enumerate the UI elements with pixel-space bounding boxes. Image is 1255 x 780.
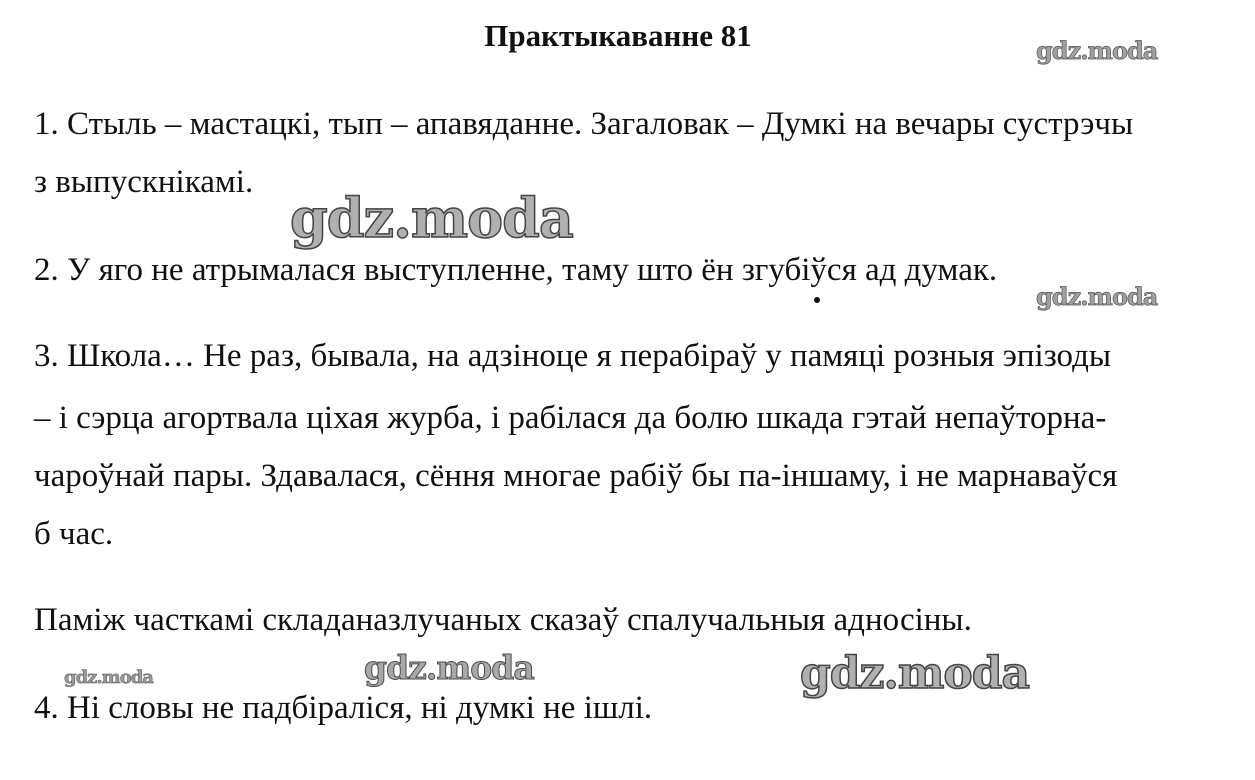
exercise-title: Практыкаванне 81 [484,18,752,53]
watermark-logo: gdz.moda [364,648,534,687]
text-line-7: б час. [34,516,114,552]
watermark-logo: gdz.moda [64,667,153,688]
text-line-8: Паміж часткамі складаназлучаных сказаў спалучальныя адносіны. [34,602,972,638]
watermark-logo: gdz.moda [290,186,573,250]
text-line-3: 2. У яго не атрымалася выступленне, таму што ён згубіўся ад думак. [34,252,998,288]
dot-mark [814,297,820,303]
watermark-logo: gdz.moda [1036,36,1158,65]
watermark-logo: gdz.moda [800,648,1030,699]
text-line-6: чароўнай пары. Здавалася, сёння многае рабіў бы па-іншаму, і не марнаваўся [34,458,1118,494]
text-line-2: з выпускнікамі. [34,164,254,200]
text-line-4: 3. Школа… Не раз, бывала, на адзіноце я перабіраў у памяці розныя эпізоды [34,338,1112,374]
text-line-1: 1. Стыль – мастацкі, тып – апавяданне. Загаловак – Думкі на вечары сустрэчы [34,106,1134,142]
watermark-logo: gdz.moda [1036,282,1158,311]
text-line-5: – і сэрца агортвала ціхая журба, і рабілася да болю шкада гэтай непаўторна- [34,400,1107,436]
text-line-9: 4. Ні словы не падбіраліся, ні думкі не ішлі. [34,690,653,726]
